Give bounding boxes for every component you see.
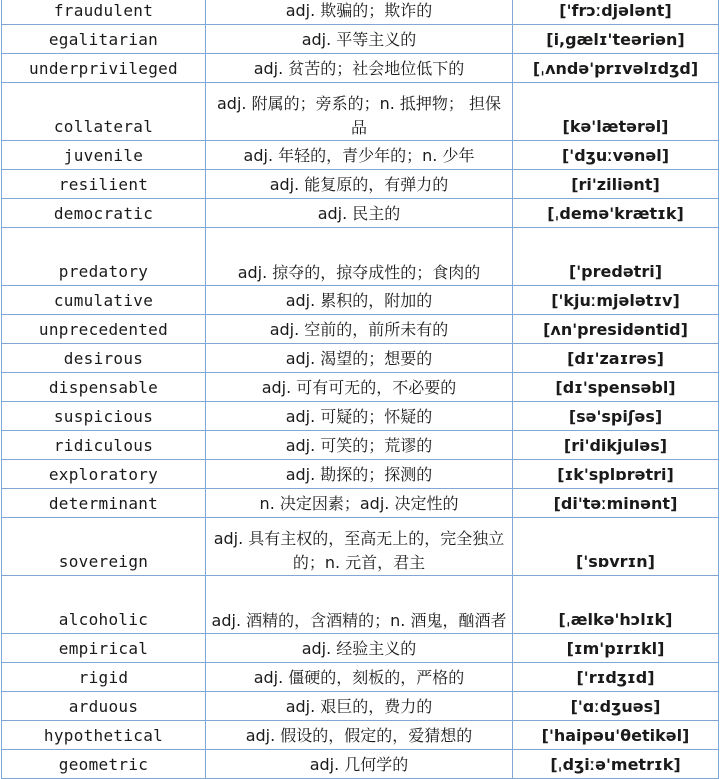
phonetic-cell: [kə'lætərəl] [513,83,719,141]
meaning-cell: adj. 可笑的；荒谬的 [206,431,513,460]
word-cell: exploratory [2,460,206,489]
table-row [2,489,719,518]
word-cell: fraudulent [2,0,206,25]
table-row [2,518,719,576]
table-row [2,344,719,373]
word-cell: collateral [2,83,206,141]
table-row [2,170,719,199]
vocabulary-table [1,0,719,779]
word-cell: juvenile [2,141,206,170]
table-row [2,692,719,721]
meaning-cell: adj. 可有可无的，不必要的 [206,373,513,402]
word-cell: hypothetical [2,721,206,750]
word-cell: dispensable [2,373,206,402]
phonetic-cell: ['haipəu'θetikəl] [513,721,719,750]
table-row [2,0,719,25]
phonetic-cell: [ɪk'splɒrətri] [513,460,719,489]
phonetic-cell: ['frɔːdjələnt] [513,0,719,25]
word-cell: unprecedented [2,315,206,344]
table-row [2,721,719,750]
word-cell: sovereign [2,518,206,576]
table-row [2,431,719,460]
meaning-cell: adj. 艰巨的，费力的 [206,692,513,721]
meaning-cell: adj. 僵硬的，刻板的，严格的 [206,663,513,692]
meaning-cell: adj. 酒精的，含酒精的；n. 酒鬼，酗酒者 [206,576,513,634]
meaning-cell: adj. 勘探的；探测的 [206,460,513,489]
phonetic-cell: [ˌʌndə'prɪvəlɪdʒd] [513,54,719,83]
phonetic-cell: [sə'spiʃəs] [513,402,719,431]
table-row [2,315,719,344]
word-cell: arduous [2,692,206,721]
table-row [2,286,719,315]
phonetic-cell: [ˌdemə'krætɪk] [513,199,719,228]
meaning-cell: adj. 几何学的 [206,750,513,779]
phonetic-cell: [ˌælkə'hɔlɪk] [513,576,719,634]
meaning-cell: adj. 欺骗的；欺诈的 [206,0,513,25]
meaning-cell: adj. 可疑的；怀疑的 [206,402,513,431]
word-cell: predatory [2,228,206,286]
table-row [2,83,719,141]
table-row [2,25,719,54]
meaning-cell: adj. 具有主权的，至高无上的，完全独立的；n. 元首，君主 [206,518,513,576]
phonetic-cell: [di'təːminənt] [513,489,719,518]
meaning-cell: adj. 累积的，附加的 [206,286,513,315]
phonetic-cell: ['predətri] [513,228,719,286]
word-cell: rigid [2,663,206,692]
table-row [2,402,719,431]
table-row [2,750,719,779]
table-row [2,373,719,402]
word-cell: ridiculous [2,431,206,460]
meaning-cell: adj. 平等主义的 [206,25,513,54]
meaning-cell: n. 决定因素；adj. 决定性的 [206,489,513,518]
phonetic-cell: [ˌdʒiːə'metrɪk] [513,750,719,779]
meaning-cell: adj. 能复原的，有弹力的 [206,170,513,199]
meaning-cell: adj. 贫苦的；社会地位低下的 [206,54,513,83]
word-cell: geometric [2,750,206,779]
meaning-cell: adj. 附属的；旁系的；n. 抵押物； 担保品 [206,83,513,141]
phonetic-cell: [i,gælɪ'teəriən] [513,25,719,54]
word-cell: cumulative [2,286,206,315]
table-row [2,460,719,489]
meaning-cell: adj. 民主的 [206,199,513,228]
phonetic-cell: ['rɪdʒɪd] [513,663,719,692]
table-row [2,141,719,170]
table-row [2,228,719,286]
phonetic-cell: ['kjuːmjələtɪv] [513,286,719,315]
meaning-cell: adj. 年轻的，青少年的；n. 少年 [206,141,513,170]
word-cell: suspicious [2,402,206,431]
phonetic-cell: ['ɑːdʒuəs] [513,692,719,721]
word-cell: desirous [2,344,206,373]
phonetic-cell: [dɪ'zaɪrəs] [513,344,719,373]
table-row [2,663,719,692]
word-cell: egalitarian [2,25,206,54]
phonetic-cell: ['dʒuːvənəl] [513,141,719,170]
table-row [2,199,719,228]
meaning-cell: adj. 经验主义的 [206,634,513,663]
meaning-cell: adj. 空前的，前所未有的 [206,315,513,344]
meaning-cell: adj. 掠夺的，掠夺成性的；食肉的 [206,228,513,286]
meaning-cell: adj. 假设的，假定的，爱猜想的 [206,721,513,750]
meaning-cell: adj. 渴望的；想要的 [206,344,513,373]
phonetic-cell: ['sɒvrɪn] [513,518,719,576]
word-cell: underprivileged [2,54,206,83]
phonetic-cell: [ɪm'pɪrɪkl] [513,634,719,663]
word-cell: empirical [2,634,206,663]
phonetic-cell: [ri'ziliənt] [513,170,719,199]
phonetic-cell: [dɪ'spensəbl] [513,373,719,402]
word-cell: democratic [2,199,206,228]
table-row [2,576,719,634]
phonetic-cell: [ʌn'presidəntid] [513,315,719,344]
word-cell: determinant [2,489,206,518]
phonetic-cell: [ri'dikjuləs] [513,431,719,460]
table-row [2,54,719,83]
word-cell: alcoholic [2,576,206,634]
table-row [2,634,719,663]
word-cell: resilient [2,170,206,199]
vocabulary-table-body [2,0,719,779]
